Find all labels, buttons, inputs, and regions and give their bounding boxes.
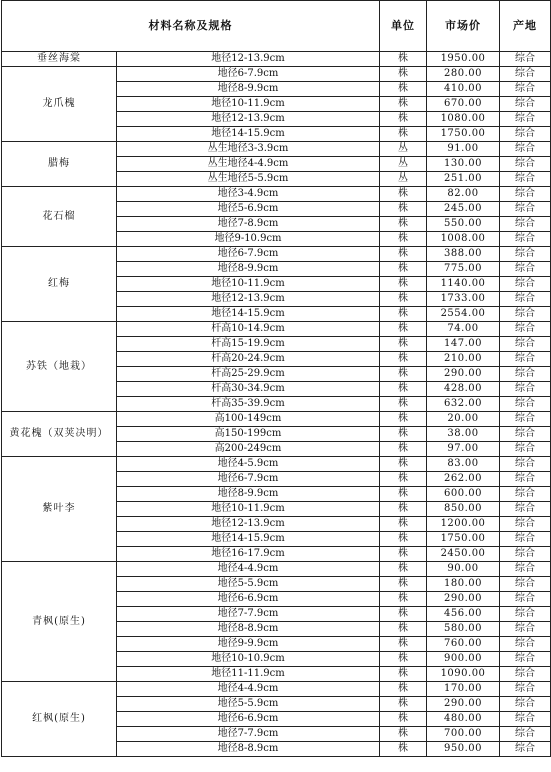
origin-cell: 综合 xyxy=(500,127,551,142)
price-cell: 170.00 xyxy=(427,682,500,697)
table-row xyxy=(2,322,551,337)
spec-cell: 地径12-13.9cm xyxy=(117,52,380,67)
price-cell: 775.00 xyxy=(427,262,500,277)
material-name-cell: 红梅 xyxy=(2,247,117,322)
origin-cell: 综合 xyxy=(500,382,551,397)
spec-cell: 地径9-10.9cm xyxy=(117,232,380,247)
unit-cell: 丛 xyxy=(380,172,427,187)
origin-cell: 综合 xyxy=(500,577,551,592)
table-row xyxy=(2,247,551,262)
unit-cell: 株 xyxy=(380,82,427,97)
price-cell: 480.00 xyxy=(427,712,500,727)
origin-cell: 综合 xyxy=(500,427,551,442)
origin-cell: 综合 xyxy=(500,412,551,427)
price-cell: 632.00 xyxy=(427,397,500,412)
table-body xyxy=(2,52,551,757)
material-name-cell: 苏铁（地栽） xyxy=(2,322,117,412)
spec-cell: 地径6-7.9cm xyxy=(117,472,380,487)
price-cell: 280.00 xyxy=(427,67,500,82)
origin-cell: 综合 xyxy=(500,442,551,457)
price-cell: 850.00 xyxy=(427,502,500,517)
unit-cell: 株 xyxy=(380,292,427,307)
price-cell: 900.00 xyxy=(427,652,500,667)
spec-cell: 地径8-9.9cm xyxy=(117,262,380,277)
unit-cell: 株 xyxy=(380,202,427,217)
header-name-spec: 材料名称及规格 xyxy=(2,1,380,52)
price-cell: 130.00 xyxy=(427,157,500,172)
unit-cell: 株 xyxy=(380,352,427,367)
table-row xyxy=(2,562,551,577)
unit-cell: 株 xyxy=(380,472,427,487)
unit-cell: 株 xyxy=(380,577,427,592)
spec-cell: 地径12-13.9cm xyxy=(117,112,380,127)
material-name-cell: 垂丝海棠 xyxy=(2,52,117,67)
material-name-cell: 红枫(原生) xyxy=(2,682,117,757)
unit-cell: 株 xyxy=(380,637,427,652)
table-row xyxy=(2,457,551,472)
origin-cell: 综合 xyxy=(500,367,551,382)
price-cell: 760.00 xyxy=(427,637,500,652)
origin-cell: 综合 xyxy=(500,637,551,652)
spec-cell: 地径8-9.9cm xyxy=(117,82,380,97)
origin-cell: 综合 xyxy=(500,322,551,337)
spec-cell: 地径11-11.9cm xyxy=(117,667,380,682)
spec-cell: 杆高15-19.9cm xyxy=(117,337,380,352)
origin-cell: 综合 xyxy=(500,607,551,622)
table-row xyxy=(2,187,551,202)
spec-cell: 地径7-8.9cm xyxy=(117,217,380,232)
spec-cell: 地径6-7.9cm xyxy=(117,247,380,262)
unit-cell: 株 xyxy=(380,247,427,262)
origin-cell: 综合 xyxy=(500,712,551,727)
price-cell: 290.00 xyxy=(427,592,500,607)
table-row xyxy=(2,52,551,67)
spec-cell: 地径5-5.9cm xyxy=(117,697,380,712)
spec-cell: 地径10-11.9cm xyxy=(117,502,380,517)
unit-cell: 株 xyxy=(380,232,427,247)
origin-cell: 综合 xyxy=(500,82,551,97)
origin-cell: 综合 xyxy=(500,472,551,487)
spec-cell: 高200-249cm xyxy=(117,442,380,457)
origin-cell: 综合 xyxy=(500,562,551,577)
spec-cell: 地径16-17.9cm xyxy=(117,547,380,562)
spec-cell: 地径3-4.9cm xyxy=(117,187,380,202)
spec-cell: 地径4-5.9cm xyxy=(117,457,380,472)
price-cell: 388.00 xyxy=(427,247,500,262)
unit-cell: 丛 xyxy=(380,142,427,157)
origin-cell: 综合 xyxy=(500,172,551,187)
price-cell: 950.00 xyxy=(427,742,500,757)
price-cell: 97.00 xyxy=(427,442,500,457)
unit-cell: 株 xyxy=(380,127,427,142)
unit-cell: 株 xyxy=(380,532,427,547)
unit-cell: 株 xyxy=(380,652,427,667)
unit-cell: 株 xyxy=(380,502,427,517)
unit-cell: 株 xyxy=(380,187,427,202)
unit-cell: 株 xyxy=(380,562,427,577)
origin-cell: 综合 xyxy=(500,592,551,607)
unit-cell: 株 xyxy=(380,67,427,82)
origin-cell: 综合 xyxy=(500,232,551,247)
unit-cell: 株 xyxy=(380,622,427,637)
origin-cell: 综合 xyxy=(500,397,551,412)
unit-cell: 株 xyxy=(380,262,427,277)
origin-cell: 综合 xyxy=(500,532,551,547)
material-name-cell: 腊梅 xyxy=(2,142,117,187)
header-price: 市场价 xyxy=(427,1,500,52)
price-cell: 210.00 xyxy=(427,352,500,367)
price-cell: 290.00 xyxy=(427,697,500,712)
unit-cell: 株 xyxy=(380,667,427,682)
price-cell: 1750.00 xyxy=(427,532,500,547)
spec-cell: 地径4-4.9cm xyxy=(117,682,380,697)
spec-cell: 地径12-13.9cm xyxy=(117,517,380,532)
spec-cell: 杆高20-24.9cm xyxy=(117,352,380,367)
origin-cell: 综合 xyxy=(500,667,551,682)
spec-cell: 杆高10-14.9cm xyxy=(117,322,380,337)
price-cell: 456.00 xyxy=(427,607,500,622)
origin-cell: 综合 xyxy=(500,52,551,67)
header-row xyxy=(2,1,551,52)
unit-cell: 株 xyxy=(380,607,427,622)
origin-cell: 综合 xyxy=(500,112,551,127)
origin-cell: 综合 xyxy=(500,292,551,307)
spec-cell: 地径5-6.9cm xyxy=(117,202,380,217)
price-cell: 180.00 xyxy=(427,577,500,592)
spec-cell: 杆高35-39.9cm xyxy=(117,397,380,412)
price-cell: 38.00 xyxy=(427,427,500,442)
price-cell: 245.00 xyxy=(427,202,500,217)
unit-cell: 株 xyxy=(380,112,427,127)
spec-cell: 地径7-7.9cm xyxy=(117,607,380,622)
origin-cell: 综合 xyxy=(500,517,551,532)
origin-cell: 综合 xyxy=(500,247,551,262)
unit-cell: 株 xyxy=(380,547,427,562)
price-cell: 20.00 xyxy=(427,412,500,427)
material-name-cell: 黄花槐（双荚决明） xyxy=(2,412,117,457)
header-origin: 产地 xyxy=(500,1,551,52)
spec-cell: 高150-199cm xyxy=(117,427,380,442)
spec-cell: 地径8-8.9cm xyxy=(117,622,380,637)
unit-cell: 株 xyxy=(380,442,427,457)
table-row xyxy=(2,682,551,697)
unit-cell: 株 xyxy=(380,52,427,67)
origin-cell: 综合 xyxy=(500,67,551,82)
origin-cell: 综合 xyxy=(500,307,551,322)
unit-cell: 株 xyxy=(380,487,427,502)
table-row xyxy=(2,412,551,427)
unit-cell: 株 xyxy=(380,382,427,397)
header-unit: 单位 xyxy=(380,1,427,52)
origin-cell: 综合 xyxy=(500,652,551,667)
origin-cell: 综合 xyxy=(500,277,551,292)
spec-cell: 地径6-6.9cm xyxy=(117,712,380,727)
origin-cell: 综合 xyxy=(500,622,551,637)
origin-cell: 综合 xyxy=(500,217,551,232)
price-cell: 1733.00 xyxy=(427,292,500,307)
origin-cell: 综合 xyxy=(500,742,551,757)
material-name-cell: 龙爪槐 xyxy=(2,67,117,142)
unit-cell: 株 xyxy=(380,322,427,337)
spec-cell: 地径12-13.9cm xyxy=(117,292,380,307)
unit-cell: 株 xyxy=(380,427,427,442)
unit-cell: 株 xyxy=(380,727,427,742)
table-row xyxy=(2,67,551,82)
price-cell: 428.00 xyxy=(427,382,500,397)
origin-cell: 综合 xyxy=(500,142,551,157)
origin-cell: 综合 xyxy=(500,202,551,217)
spec-cell: 地径10-10.9cm xyxy=(117,652,380,667)
price-cell: 1008.00 xyxy=(427,232,500,247)
spec-cell: 地径14-15.9cm xyxy=(117,307,380,322)
spec-cell: 地径9-9.9cm xyxy=(117,637,380,652)
origin-cell: 综合 xyxy=(500,262,551,277)
price-cell: 670.00 xyxy=(427,97,500,112)
spec-cell: 杆高25-29.9cm xyxy=(117,367,380,382)
spec-cell: 地径14-15.9cm xyxy=(117,127,380,142)
origin-cell: 综合 xyxy=(500,682,551,697)
price-cell: 1140.00 xyxy=(427,277,500,292)
origin-cell: 综合 xyxy=(500,502,551,517)
price-cell: 2554.00 xyxy=(427,307,500,322)
spec-cell: 杆高30-34.9cm xyxy=(117,382,380,397)
unit-cell: 株 xyxy=(380,277,427,292)
unit-cell: 株 xyxy=(380,337,427,352)
spec-cell: 地径7-7.9cm xyxy=(117,727,380,742)
table-row xyxy=(2,142,551,157)
spec-cell: 地径6-7.9cm xyxy=(117,67,380,82)
unit-cell: 株 xyxy=(380,457,427,472)
price-cell: 262.00 xyxy=(427,472,500,487)
price-cell: 147.00 xyxy=(427,337,500,352)
spec-cell: 地径10-11.9cm xyxy=(117,277,380,292)
material-name-cell: 紫叶李 xyxy=(2,457,117,562)
spec-cell: 地径14-15.9cm xyxy=(117,532,380,547)
spec-cell: 丛生地径4-4.9cm xyxy=(117,157,380,172)
price-cell: 1950.00 xyxy=(427,52,500,67)
price-cell: 1200.00 xyxy=(427,517,500,532)
price-cell: 410.00 xyxy=(427,82,500,97)
price-cell: 91.00 xyxy=(427,142,500,157)
material-name-cell: 花石榴 xyxy=(2,187,117,247)
unit-cell: 株 xyxy=(380,412,427,427)
price-cell: 580.00 xyxy=(427,622,500,637)
spec-cell: 高100-149cm xyxy=(117,412,380,427)
origin-cell: 综合 xyxy=(500,187,551,202)
price-table xyxy=(1,0,551,757)
unit-cell: 丛 xyxy=(380,157,427,172)
unit-cell: 株 xyxy=(380,682,427,697)
unit-cell: 株 xyxy=(380,307,427,322)
unit-cell: 株 xyxy=(380,697,427,712)
unit-cell: 株 xyxy=(380,397,427,412)
price-cell: 2450.00 xyxy=(427,547,500,562)
spec-cell: 地径8-9.9cm xyxy=(117,487,380,502)
origin-cell: 综合 xyxy=(500,547,551,562)
spec-cell: 地径5-5.9cm xyxy=(117,577,380,592)
unit-cell: 株 xyxy=(380,97,427,112)
price-cell: 82.00 xyxy=(427,187,500,202)
origin-cell: 综合 xyxy=(500,337,551,352)
material-name-cell: 青枫(原生) xyxy=(2,562,117,682)
table-header xyxy=(2,1,551,52)
spec-cell: 地径4-4.9cm xyxy=(117,562,380,577)
origin-cell: 综合 xyxy=(500,487,551,502)
price-cell: 700.00 xyxy=(427,727,500,742)
spec-cell: 地径8-8.9cm xyxy=(117,742,380,757)
price-cell: 1750.00 xyxy=(427,127,500,142)
price-cell: 83.00 xyxy=(427,457,500,472)
spec-cell: 丛生地径3-3.9cm xyxy=(117,142,380,157)
unit-cell: 株 xyxy=(380,217,427,232)
unit-cell: 株 xyxy=(380,742,427,757)
origin-cell: 综合 xyxy=(500,352,551,367)
spec-cell: 丛生地径5-5.9cm xyxy=(117,172,380,187)
price-cell: 251.00 xyxy=(427,172,500,187)
origin-cell: 综合 xyxy=(500,727,551,742)
price-cell: 1080.00 xyxy=(427,112,500,127)
price-cell: 550.00 xyxy=(427,217,500,232)
spec-cell: 地径10-11.9cm xyxy=(117,97,380,112)
price-cell: 74.00 xyxy=(427,322,500,337)
unit-cell: 株 xyxy=(380,517,427,532)
price-cell: 90.00 xyxy=(427,562,500,577)
unit-cell: 株 xyxy=(380,592,427,607)
unit-cell: 株 xyxy=(380,367,427,382)
unit-cell: 株 xyxy=(380,712,427,727)
price-cell: 600.00 xyxy=(427,487,500,502)
origin-cell: 综合 xyxy=(500,697,551,712)
spec-cell: 地径6-6.9cm xyxy=(117,592,380,607)
origin-cell: 综合 xyxy=(500,97,551,112)
origin-cell: 综合 xyxy=(500,157,551,172)
price-cell: 290.00 xyxy=(427,367,500,382)
price-cell: 1090.00 xyxy=(427,667,500,682)
origin-cell: 综合 xyxy=(500,457,551,472)
